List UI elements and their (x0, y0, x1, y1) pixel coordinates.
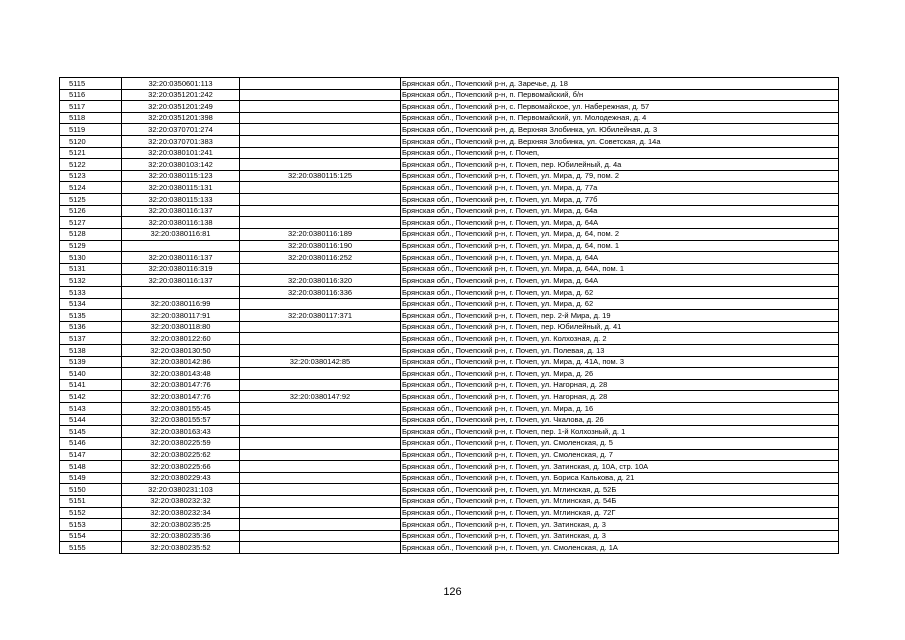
cadastral-number-cell: 32:20:0380142:86 (122, 356, 240, 368)
cadastral-number-cell: 32:20:0380130:50 (122, 345, 240, 357)
address-cell: Брянская обл., Почепский р-н, г. Почеп, ул. Затинская, д. 3 (401, 530, 839, 542)
table-row (60, 530, 839, 542)
table-row (60, 228, 839, 240)
cadastral-number-cell: 32:20:0380155:57 (122, 414, 240, 426)
address-cell: Брянская обл., Почепский р-н, г. Почеп, ул. Мглинская, д. 52Б (401, 484, 839, 496)
premises-cadastral-number-cell (240, 101, 401, 113)
cadastral-number-cell: 32:20:0380116:319 (122, 263, 240, 275)
cadastral-number-cell: 32:20:0380116:138 (122, 217, 240, 229)
table-row (60, 379, 839, 391)
row-number-cell: 5150 (60, 484, 122, 496)
premises-cadastral-number-cell: 32:20:0380116:336 (240, 286, 401, 298)
table-row (60, 89, 839, 101)
cadastral-number-cell: 32:20:0351201:398 (122, 112, 240, 124)
address-cell: Брянская обл., Почепский р-н, г. Почеп, ул. Полевая, д. 13 (401, 345, 839, 357)
address-cell: Брянская обл., Почепский р-н, г. Почеп, ул. Затинская, д. 3 (401, 519, 839, 531)
premises-cadastral-number-cell (240, 519, 401, 531)
premises-cadastral-number-cell: 32:20:0380116:320 (240, 275, 401, 287)
cadastral-number-cell: 32:20:0380225:62 (122, 449, 240, 461)
table-row (60, 461, 839, 473)
cadastral-number-cell: 32:20:0380231:103 (122, 484, 240, 496)
cadastral-number-cell: 32:20:0380163:43 (122, 426, 240, 438)
premises-cadastral-number-cell (240, 345, 401, 357)
table-row (60, 403, 839, 415)
table-row (60, 519, 839, 531)
premises-cadastral-number-cell (240, 403, 401, 415)
cadastral-number-cell: 32:20:0380116:137 (122, 275, 240, 287)
premises-cadastral-number-cell (240, 414, 401, 426)
address-cell: Брянская обл., Почепский р-н, г. Почеп, ул. Мира, д. 62 (401, 298, 839, 310)
cadastral-number-cell: 32:20:0380225:66 (122, 461, 240, 473)
row-number-cell: 5132 (60, 275, 122, 287)
cadastral-number-cell (122, 240, 240, 252)
premises-cadastral-number-cell (240, 112, 401, 124)
address-cell: Брянская обл., Почепский р-н, г. Почеп, ул. Мира, д. 64А, пом. 1 (401, 263, 839, 275)
cadastral-number-cell: 32:20:0380115:133 (122, 194, 240, 206)
table-row (60, 263, 839, 275)
cadastral-number-cell: 32:20:0380229:43 (122, 472, 240, 484)
premises-cadastral-number-cell (240, 78, 401, 90)
cadastral-number-cell: 32:20:0370701:383 (122, 136, 240, 148)
premises-cadastral-number-cell (240, 124, 401, 136)
address-cell: Брянская обл., Почепский р-н, г. Почеп, ул. Мира, д. 79, пом. 2 (401, 170, 839, 182)
address-cell: Брянская обл., Почепский р-н, п. Первомайский, б/н (401, 89, 839, 101)
cadastral-number-cell: 32:20:0380122:60 (122, 333, 240, 345)
premises-cadastral-number-cell: 32:20:0380115:125 (240, 170, 401, 182)
cadastral-number-cell: 32:20:0380116:81 (122, 228, 240, 240)
table-row (60, 449, 839, 461)
address-cell: Брянская обл., Почепский р-н, г. Почеп, пер. Юбилейный, д. 41 (401, 321, 839, 333)
premises-cadastral-number-cell: 32:20:0380142:85 (240, 356, 401, 368)
address-cell: Брянская обл., Почепский р-н, г. Почеп, ул. Смоленская, д. 7 (401, 449, 839, 461)
row-number-cell: 5153 (60, 519, 122, 531)
table-row (60, 368, 839, 380)
premises-cadastral-number-cell (240, 449, 401, 461)
address-cell: Брянская обл., Почепский р-н, г. Почеп, ул. Мира, д. 62 (401, 286, 839, 298)
cadastral-number-cell: 32:20:0380147:76 (122, 379, 240, 391)
address-cell: Брянская обл., Почепский р-н, г. Почеп, ул. Мира, д. 64, пом. 2 (401, 228, 839, 240)
table-row (60, 542, 839, 554)
cadastral-number-cell: 32:20:0380101:241 (122, 147, 240, 159)
cadastral-number-cell: 32:20:0380225:59 (122, 437, 240, 449)
table-row (60, 414, 839, 426)
row-number-cell: 5144 (60, 414, 122, 426)
row-number-cell: 5142 (60, 391, 122, 403)
cadastral-number-cell: 32:20:0380155:45 (122, 403, 240, 415)
row-number-cell: 5154 (60, 530, 122, 542)
row-number-cell: 5140 (60, 368, 122, 380)
row-number-cell: 5115 (60, 78, 122, 90)
row-number-cell: 5116 (60, 89, 122, 101)
premises-cadastral-number-cell: 32:20:0380116:189 (240, 228, 401, 240)
row-number-cell: 5127 (60, 217, 122, 229)
address-cell: Брянская обл., Почепский р-н, г. Почеп, ул. Мира, д. 64А (401, 275, 839, 287)
address-cell: Брянская обл., Почепский р-н, г. Почеп, ул. Мира, д. 77а (401, 182, 839, 194)
cadastral-number-cell: 32:20:0380116:137 (122, 205, 240, 217)
premises-cadastral-number-cell (240, 542, 401, 554)
table-row (60, 275, 839, 287)
row-number-cell: 5125 (60, 194, 122, 206)
row-number-cell: 5119 (60, 124, 122, 136)
table-row (60, 484, 839, 496)
row-number-cell: 5122 (60, 159, 122, 171)
row-number-cell: 5135 (60, 310, 122, 322)
row-number-cell: 5120 (60, 136, 122, 148)
premises-cadastral-number-cell (240, 147, 401, 159)
row-number-cell: 5149 (60, 472, 122, 484)
table-row (60, 78, 839, 90)
table-row (60, 136, 839, 148)
row-number-cell: 5146 (60, 437, 122, 449)
address-cell: Брянская обл., Почепский р-н, г. Почеп, пер. Юбилейный, д. 4а (401, 159, 839, 171)
address-cell: Брянская обл., Почепский р-н, д. Верхняя Злобинка, ул. Советская, д. 14а (401, 136, 839, 148)
address-cell: Брянская обл., Почепский р-н, г. Почеп, ул. Мира, д. 64а (401, 205, 839, 217)
row-number-cell: 5131 (60, 263, 122, 275)
address-cell: Брянская обл., Почепский р-н, г. Почеп, ул. Затинская, д. 10А, стр. 10А (401, 461, 839, 473)
cadastral-number-cell: 32:20:0380117:91 (122, 310, 240, 322)
row-number-cell: 5129 (60, 240, 122, 252)
cadastral-number-cell: 32:20:0380232:32 (122, 495, 240, 507)
address-cell: Брянская обл., Почепский р-н, г. Почеп, ул. Мглинская, д. 72Г (401, 507, 839, 519)
cadastral-number-cell: 32:20:0380143:48 (122, 368, 240, 380)
table-row (60, 205, 839, 217)
address-cell: Брянская обл., Почепский р-н, г. Почеп, ул. Мира, д. 77б (401, 194, 839, 206)
premises-cadastral-number-cell (240, 159, 401, 171)
row-number-cell: 5128 (60, 228, 122, 240)
table-row (60, 170, 839, 182)
row-number-cell: 5138 (60, 345, 122, 357)
table-row (60, 252, 839, 264)
premises-cadastral-number-cell (240, 263, 401, 275)
row-number-cell: 5151 (60, 495, 122, 507)
address-cell: Брянская обл., Почепский р-н, г. Почеп, ул. Нагорная, д. 28 (401, 379, 839, 391)
row-number-cell: 5137 (60, 333, 122, 345)
premises-cadastral-number-cell: 32:20:0380116:190 (240, 240, 401, 252)
address-cell: Брянская обл., Почепский р-н, г. Почеп, ул. Мира, д. 64, пом. 1 (401, 240, 839, 252)
cadastral-number-cell: 32:20:0380115:131 (122, 182, 240, 194)
premises-cadastral-number-cell (240, 368, 401, 380)
address-cell: Брянская обл., Почепский р-н, г. Почеп, (401, 147, 839, 159)
row-number-cell: 5143 (60, 403, 122, 415)
row-number-cell: 5123 (60, 170, 122, 182)
premises-cadastral-number-cell (240, 461, 401, 473)
cadastral-number-cell: 32:20:0380103:142 (122, 159, 240, 171)
table-row (60, 124, 839, 136)
page-number: 126 (443, 586, 462, 598)
cadastral-number-cell: 32:20:0380116:99 (122, 298, 240, 310)
premises-cadastral-number-cell (240, 194, 401, 206)
row-number-cell: 5133 (60, 286, 122, 298)
row-number-cell: 5118 (60, 112, 122, 124)
row-number-cell: 5117 (60, 101, 122, 113)
table-row (60, 333, 839, 345)
address-cell: Брянская обл., Почепский р-н, г. Почеп, пер. 1-й Колхозный, д. 1 (401, 426, 839, 438)
cadastral-number-cell: 32:20:0380235:36 (122, 530, 240, 542)
premises-cadastral-number-cell (240, 136, 401, 148)
premises-cadastral-number-cell (240, 437, 401, 449)
cadastral-table (59, 77, 839, 554)
table-row (60, 112, 839, 124)
table-row (60, 472, 839, 484)
address-cell: Брянская обл., Почепский р-н, г. Почеп, ул. Смоленская, д. 5 (401, 437, 839, 449)
cadastral-number-cell: 32:20:0350601:113 (122, 78, 240, 90)
row-number-cell: 5155 (60, 542, 122, 554)
row-number-cell: 5121 (60, 147, 122, 159)
premises-cadastral-number-cell (240, 495, 401, 507)
premises-cadastral-number-cell (240, 89, 401, 101)
row-number-cell: 5141 (60, 379, 122, 391)
address-cell: Брянская обл., Почепский р-н, г. Почеп, ул. Чкалова, д. 26 (401, 414, 839, 426)
table-row (60, 194, 839, 206)
address-cell: Брянская обл., Почепский р-н, г. Почеп, ул. Смоленская, д. 1А (401, 542, 839, 554)
address-cell: Брянская обл., Почепский р-н, г. Почеп, ул. Мира, д. 16 (401, 403, 839, 415)
premises-cadastral-number-cell (240, 298, 401, 310)
table-row (60, 147, 839, 159)
row-number-cell: 5152 (60, 507, 122, 519)
premises-cadastral-number-cell (240, 426, 401, 438)
row-number-cell: 5130 (60, 252, 122, 264)
row-number-cell: 5124 (60, 182, 122, 194)
cadastral-number-cell: 32:20:0380232:34 (122, 507, 240, 519)
premises-cadastral-number-cell (240, 321, 401, 333)
premises-cadastral-number-cell (240, 484, 401, 496)
address-cell: Брянская обл., Почепский р-н, г. Почеп, ул. Мира, д. 64А (401, 252, 839, 264)
row-number-cell: 5145 (60, 426, 122, 438)
premises-cadastral-number-cell (240, 182, 401, 194)
row-number-cell: 5134 (60, 298, 122, 310)
cadastral-number-cell: 32:20:0380235:52 (122, 542, 240, 554)
premises-cadastral-number-cell (240, 530, 401, 542)
address-cell: Брянская обл., Почепский р-н, г. Почеп, ул. Мира, д. 26 (401, 368, 839, 380)
table-row (60, 159, 839, 171)
cadastral-number-cell: 32:20:0370701:274 (122, 124, 240, 136)
address-cell: Брянская обл., Почепский р-н, г. Почеп, ул. Мира, д. 64А (401, 217, 839, 229)
cadastral-number-cell: 32:20:0380235:25 (122, 519, 240, 531)
address-cell: Брянская обл., Почепский р-н, д. Заречье, д. 18 (401, 78, 839, 90)
cadastral-number-cell: 32:20:0380115:123 (122, 170, 240, 182)
address-cell: Брянская обл., Почепский р-н, г. Почеп, ул. Мглинская, д. 54Б (401, 495, 839, 507)
table-row (60, 345, 839, 357)
row-number-cell: 5139 (60, 356, 122, 368)
premises-cadastral-number-cell: 32:20:0380116:252 (240, 252, 401, 264)
premises-cadastral-number-cell (240, 205, 401, 217)
premises-cadastral-number-cell: 32:20:0380117:371 (240, 310, 401, 322)
address-cell: Брянская обл., Почепский р-н, г. Почеп, ул. Мира, д. 41А, пом. 3 (401, 356, 839, 368)
table-row (60, 286, 839, 298)
table-row (60, 507, 839, 519)
address-cell: Брянская обл., Почепский р-н, п. Первомайский, ул. Молодежная, д. 4 (401, 112, 839, 124)
address-cell: Брянская обл., Почепский р-н, г. Почеп, ул. Бориса Калькова, д. 21 (401, 472, 839, 484)
table-row (60, 321, 839, 333)
address-cell: Брянская обл., Почепский р-н, г. Почеп, ул. Нагорная, д. 28 (401, 391, 839, 403)
row-number-cell: 5148 (60, 461, 122, 473)
cadastral-number-cell (122, 286, 240, 298)
address-cell: Брянская обл., Почепский р-н, г. Почеп, пер. 2-й Мира, д. 19 (401, 310, 839, 322)
premises-cadastral-number-cell: 32:20:0380147:92 (240, 391, 401, 403)
table-row (60, 391, 839, 403)
premises-cadastral-number-cell (240, 472, 401, 484)
table-row (60, 101, 839, 113)
table-row (60, 298, 839, 310)
cadastral-number-cell: 32:20:0380147:76 (122, 391, 240, 403)
row-number-cell: 5126 (60, 205, 122, 217)
cadastral-number-cell: 32:20:0380118:80 (122, 321, 240, 333)
address-cell: Брянская обл., Почепский р-н, г. Почеп, ул. Колхозная, д. 2 (401, 333, 839, 345)
cadastral-number-cell: 32:20:0351201:249 (122, 101, 240, 113)
table-row (60, 310, 839, 322)
cadastral-number-cell: 32:20:0351201:242 (122, 89, 240, 101)
cadastral-number-cell: 32:20:0380116:137 (122, 252, 240, 264)
table-row (60, 495, 839, 507)
table-body (60, 78, 839, 554)
table-row (60, 217, 839, 229)
table-row (60, 426, 839, 438)
premises-cadastral-number-cell (240, 217, 401, 229)
address-cell: Брянская обл., Почепский р-н, с. Первомайское, ул. Набережная, д. 57 (401, 101, 839, 113)
premises-cadastral-number-cell (240, 507, 401, 519)
premises-cadastral-number-cell (240, 333, 401, 345)
premises-cadastral-number-cell (240, 379, 401, 391)
table-row (60, 356, 839, 368)
row-number-cell: 5136 (60, 321, 122, 333)
table-row (60, 240, 839, 252)
table-row (60, 182, 839, 194)
table-row (60, 437, 839, 449)
address-cell: Брянская обл., Почепский р-н, д. Верхняя Злобинка, ул. Юбилейная, д. 3 (401, 124, 839, 136)
row-number-cell: 5147 (60, 449, 122, 461)
